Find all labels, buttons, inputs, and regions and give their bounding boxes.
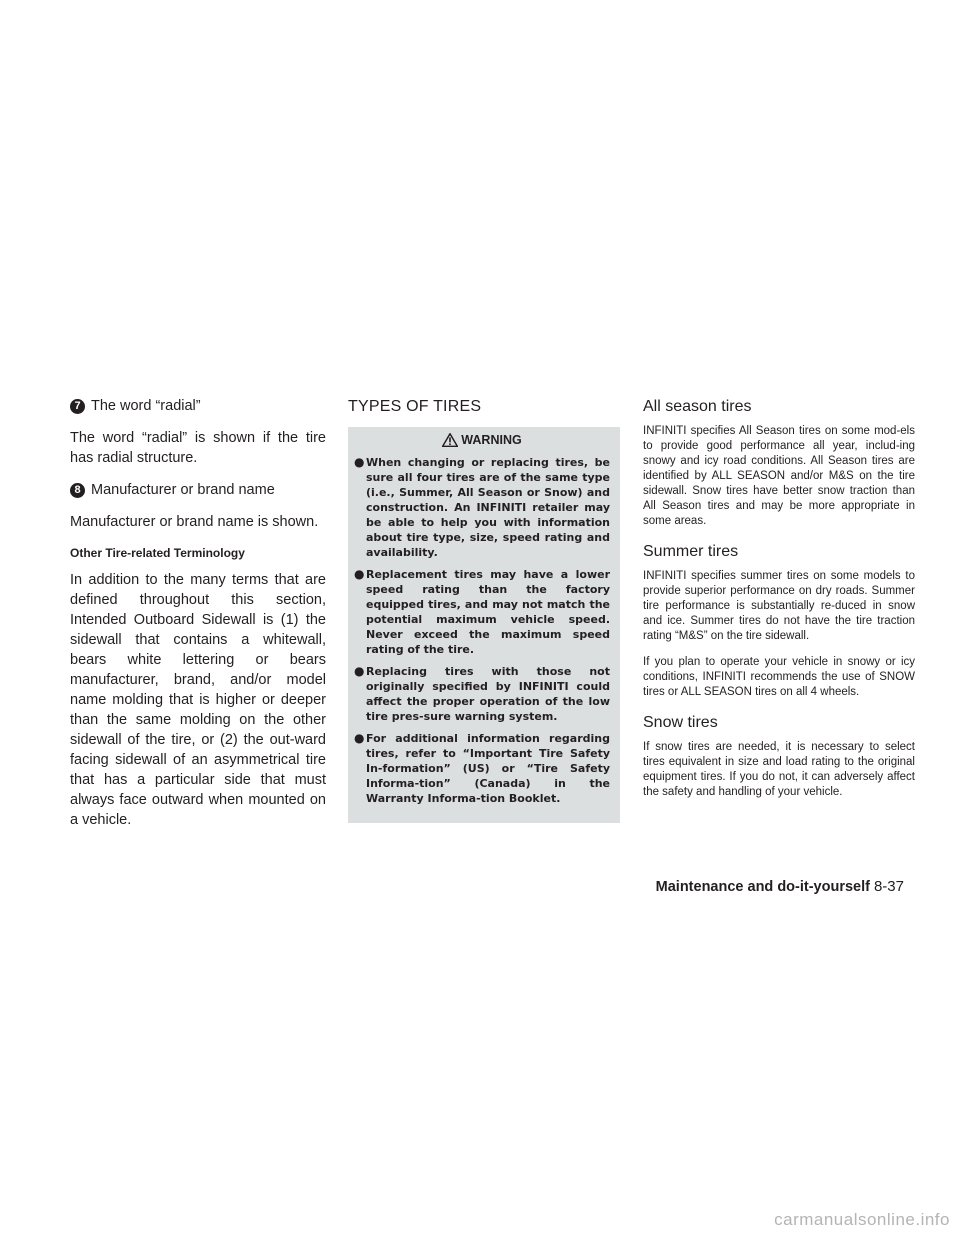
bullet: ● bbox=[354, 664, 365, 678]
terminology-paragraph: In addition to the many terms that are defined throughout this section, Intended Outboard Sidewall is (1) the sidewall that contains a whitewall, bears white lettering or bears manufacturer, brand, and/or model name molding that is higher or deeper than the same molding on the other sidewall of the tire, or (2) the out-ward facing sidewall of an asymmetrical tire that has a particular side that must always face outward when mounted on a vehicle. bbox=[70, 572, 326, 828]
terminology-subheading: Other Tire-related Terminology bbox=[70, 546, 245, 560]
watermark: carmanualsonline.info bbox=[774, 1210, 950, 1229]
types-of-tires-heading: TYPES OF TIRES bbox=[348, 398, 482, 415]
page-number: 8-37 bbox=[873, 878, 904, 895]
item-8-title: Manufacturer or brand name bbox=[91, 482, 275, 498]
all-season-heading: All season tires bbox=[643, 398, 752, 415]
item-8-heading bbox=[70, 482, 326, 498]
summer-paragraph-1: INFINITI specifies summer tires on some models to provide superior performance on dry roads. Summer tire performance is substantially re-duced in snow and ice. Summer tires do not have the tire traction rating “M&S” on the tire sidewall. bbox=[643, 570, 915, 642]
warning-list bbox=[354, 455, 610, 806]
middle-column bbox=[348, 398, 620, 823]
manufacturer-paragraph: Manufacturer or brand name is shown. bbox=[70, 514, 319, 530]
bullet: ● bbox=[354, 731, 365, 745]
item-7-title: The word “radial” bbox=[91, 398, 201, 414]
warning-label: WARNING bbox=[461, 433, 522, 447]
right-column bbox=[643, 398, 915, 811]
warning-item: ● Replacement tires may have a lower speed rating than the factory equipped tires, and may not match the potential maximum vehicle speed. Never exceed the maximum speed rating of the tire. bbox=[354, 567, 610, 656]
left-column bbox=[70, 398, 326, 844]
warning-header bbox=[354, 433, 610, 447]
radial-paragraph: The word “radial” is shown if the tire has radial structure. bbox=[70, 430, 326, 466]
warning-triangle-icon bbox=[442, 433, 458, 447]
warning-box bbox=[348, 427, 620, 823]
summer-paragraph-2: If you plan to operate your vehicle in snowy or icy conditions, INFINITI recommends the use of SNOW tires or ALL SEASON tires on all 4 wheels. bbox=[643, 656, 915, 698]
bullet: ● bbox=[354, 567, 365, 581]
snow-heading: Snow tires bbox=[643, 714, 718, 731]
page-footer bbox=[656, 878, 904, 895]
footer-section-title: Maintenance and do-it-yourself bbox=[655, 879, 870, 895]
circled-number-8: 8 bbox=[70, 483, 85, 498]
summer-heading: Summer tires bbox=[643, 543, 739, 560]
warning-item: ● Replacing tires with those not originally specified by INFINITI could affect the proper operation of the low tire pres-sure warning system. bbox=[354, 664, 610, 723]
warning-item: ● When changing or replacing tires, be sure all four tires are of the same type (i.e., Summer, All Season or Snow) and construction. An INFINITI retailer may be able to help you with information about tire type, size, speed rating and availability. bbox=[354, 455, 610, 559]
circled-number-7: 7 bbox=[70, 399, 85, 414]
warning-item: ● For additional information regarding tires, refer to “Important Tire Safety In-formation” (US) or “Tire Safety Informa-tion” (Canada) in the Warranty Informa-tion Booklet. bbox=[354, 731, 610, 805]
snow-paragraph: If snow tires are needed, it is necessary to select tires equivalent in size and load rating to the original equipment tires. If you do not, it can adversely affect the safety and handling of your vehicle. bbox=[643, 741, 915, 798]
item-7-heading bbox=[70, 398, 326, 414]
bullet: ● bbox=[354, 455, 365, 469]
all-season-paragraph: INFINITI specifies All Season tires on some mod-els to provide good performance all year, includ-ing snowy and icy road conditions. All Season tires are identified by ALL SEASON and/or M&S on the tire sidewall. Snow tires have better snow traction than All Season tires and may be more appropriate in some areas. bbox=[643, 425, 915, 527]
